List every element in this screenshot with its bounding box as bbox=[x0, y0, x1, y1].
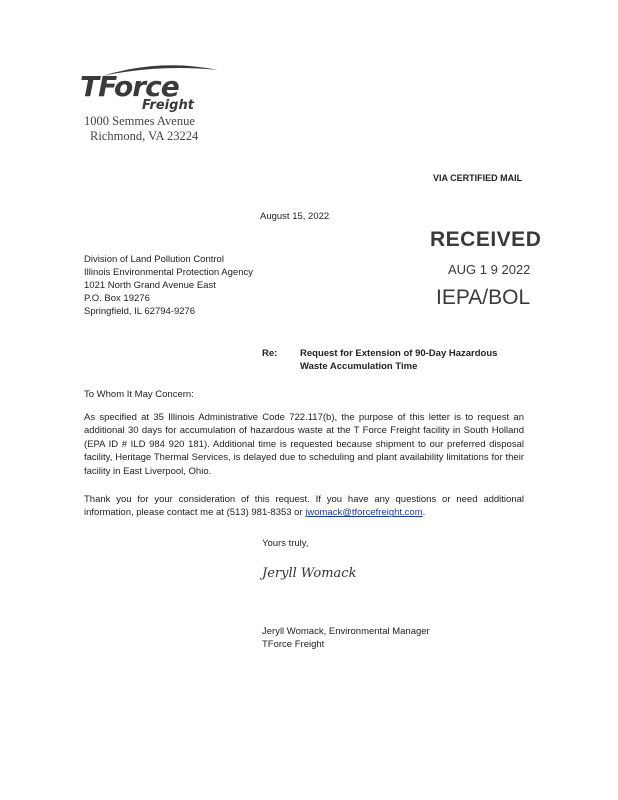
recipient-line-2: Illinois Environmental Protection Agency bbox=[84, 267, 253, 278]
re-subject-line2: Waste Accumulation Time bbox=[300, 361, 418, 372]
sender-address-line2: Richmond, VA 23224 bbox=[90, 129, 199, 143]
recipient-line-5: Springfield, IL 62794-9276 bbox=[84, 306, 196, 317]
body-paragraph-2 bbox=[84, 493, 524, 520]
company-logo bbox=[80, 62, 220, 114]
body-paragraph-1: As specified at 35 Illinois Administrative Code 722.117(b), the purpose of this letter is to request an additional 30 days for accumulation of hazardous waste at the T Force Freight facility in South Holland (EPA ID # ILD 984 920 181). Additional time is requested because shipment to our preferred disposal facility, Heritage Thermal Services, is delayed due to scheduling and plant availability limitations for their facility in East Liverpool, Ohio. bbox=[84, 412, 524, 477]
sender-address-line1: 1000 Semmes Avenue bbox=[84, 114, 195, 128]
delivery-method: VIA CERTIFIED MAIL bbox=[433, 173, 523, 183]
letter-date: August 15, 2022 bbox=[260, 211, 330, 222]
signer-name-title: Jeryll Womack, Environmental Manager bbox=[262, 626, 430, 637]
closing: Yours truly, bbox=[262, 538, 309, 549]
re-subject-line1: Request for Extension of 90-Day Hazardous bbox=[300, 348, 498, 359]
handwritten-signature: Jeryll Womack bbox=[262, 566, 357, 581]
contact-email-link[interactable]: jwomack@tforcefreight.com bbox=[305, 507, 423, 519]
received-stamp-office: IEPA/BOL bbox=[436, 286, 531, 309]
recipient-line-4: P.O. Box 19276 bbox=[84, 293, 150, 304]
recipient-line-1: Division of Land Pollution Control bbox=[84, 254, 224, 265]
body-paragraph-2-text: Thank you for your consideration of this request. If you have any questions or need additional information, please contact me at (513) 981-8353 or bbox=[84, 494, 524, 519]
salutation: To Whom It May Concern: bbox=[84, 389, 194, 400]
signer-company: TForce Freight bbox=[262, 639, 325, 650]
received-stamp-title: RECEIVED bbox=[430, 228, 542, 251]
logo-name: TForce bbox=[80, 70, 179, 103]
body-paragraph-2-end: . bbox=[422, 507, 426, 519]
logo-tagline: Freight bbox=[142, 98, 194, 113]
recipient-line-3: 1021 North Grand Avenue East bbox=[84, 280, 216, 291]
received-stamp-date: AUG 1 9 2022 bbox=[448, 262, 531, 277]
re-label: Re: bbox=[262, 348, 278, 359]
